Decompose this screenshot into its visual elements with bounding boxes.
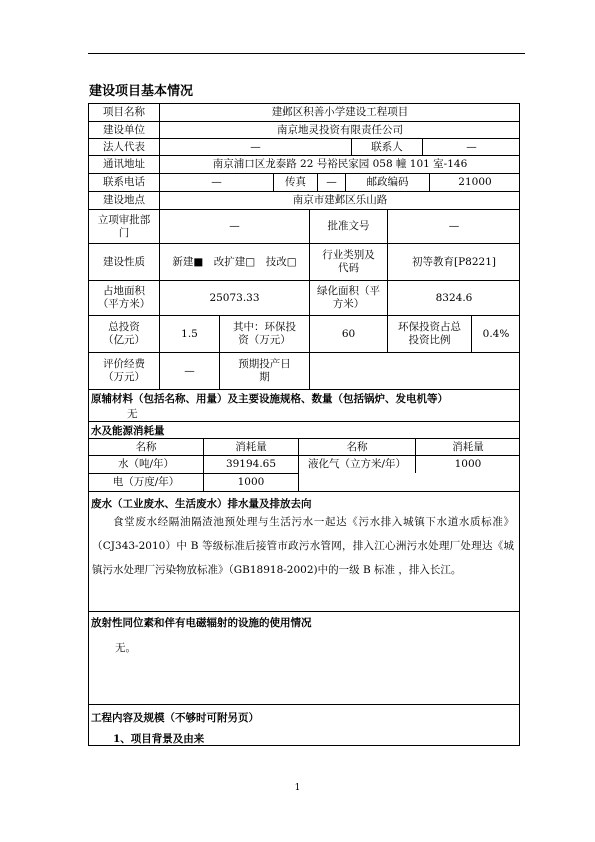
water-energy-heading: 水及能源消耗量 [91,425,165,437]
label-phone: 联系电话 [88,173,159,191]
value-zip: 21000 [429,173,520,191]
label-project-name: 项目名称 [88,103,159,121]
value-area: 25073.33 [159,280,309,315]
value-address: 南京浦口区龙泰路 22 号裕民家园 058 幢 101 室-146 [159,155,520,173]
divider [88,389,520,390]
radiation-heading: 放射性同位素和伴有电磁辐射的设施的使用情况 [91,617,312,629]
value-green: 8324.6 [387,280,520,315]
value-industry: 初等教育[P8221] [387,243,520,280]
value-phone: — [159,173,273,191]
label-operation-date: 预期投产日期 [219,352,309,389]
page-number: 1 [294,783,301,793]
label-zip: 邮政编码 [345,173,429,191]
label-area: 占地面积（平方米） [88,280,159,315]
value-doc-no: — [387,209,520,243]
label-env-investment: 其中：环保投资（万元） [219,315,309,352]
value-approval: — [159,209,309,243]
col-name: 名称 [88,438,203,455]
scope-heading: 工程内容及规模（不够时可附另页） [91,712,259,724]
value-env-ratio: 0.4% [471,315,520,352]
divider [88,704,520,705]
header-rule [88,53,525,54]
value-unit: 南京地灵投资有限责任公司 [159,121,520,138]
label-legal-rep: 法人代表 [88,138,159,155]
page-title: 建设项目基本情况 [89,84,194,99]
power-label: 电（万度/年） [88,473,203,491]
value-nature: 新建■ 改扩建□ 技改□ [159,243,309,280]
label-nature: 建设性质 [88,243,159,280]
label-site: 建设地点 [88,191,159,209]
col-amount-2: 消耗量 [415,438,520,455]
value-fax: — [317,173,345,191]
materials-value: 无 [127,408,138,420]
value-project-name: 建邺区积善小学建设工程项目 [159,103,520,121]
value-legal-rep: — [159,138,351,155]
label-green: 绿化面积（平方米） [309,280,387,315]
water-label: 水（吨/年） [88,455,203,473]
value-contact: — [422,138,520,155]
label-fees: 评价经费（万元） [88,352,159,389]
label-investment: 总投资（亿元） [88,315,159,352]
label-approval: 立项审批部门 [88,209,159,243]
divider [88,491,520,492]
value-operation-date [309,352,520,389]
label-fax: 传真 [273,173,317,191]
gas-value: 1000 [415,455,520,473]
scope-subheading: 1、项目背景及由来 [113,733,205,745]
label-industry: 行业类别及代码 [309,243,387,280]
water-value: 39194.65 [203,455,298,473]
label-doc-no: 批准文号 [309,209,387,243]
wastewater-text: 食堂废水经隔油隔渣池预处理与生活污水一起达《污水排入城镇下水道水质标准》（CJ343-2010）中 B 等级标准后接管市政污水管网，排入江心洲污水处理厂处理达《城镇污水处理厂污染物放标准》（GB18918-2002)中的一级 B 标准 ，排入长江。 [92,516,514,576]
gas-label: 液化气（立方米/年） [298,455,415,473]
power-value: 1000 [203,473,298,491]
value-fees: — [159,352,219,389]
label-address: 通讯地址 [88,155,159,173]
divider [88,421,520,422]
divider [88,611,520,612]
label-unit: 建设单位 [88,121,159,138]
materials-heading: 原辅材料（包括名称、用量）及主要设施规格、数量（包括锅炉、发电机等） [91,393,448,405]
label-env-ratio: 环保投资占总投资比例 [387,315,471,352]
col-name-2: 名称 [298,438,415,455]
radiation-value: 无。 [115,642,136,654]
value-site: 南京市建邺区乐山路 [159,191,520,209]
label-contact: 联系人 [351,138,422,155]
value-investment: 1.5 [159,315,219,352]
wastewater-heading: 废水（工业废水、生活废水）排水量及排放去向 [91,498,312,510]
empty-cell [298,473,520,491]
col-amount: 消耗量 [203,438,298,455]
value-env-investment: 60 [309,315,387,352]
